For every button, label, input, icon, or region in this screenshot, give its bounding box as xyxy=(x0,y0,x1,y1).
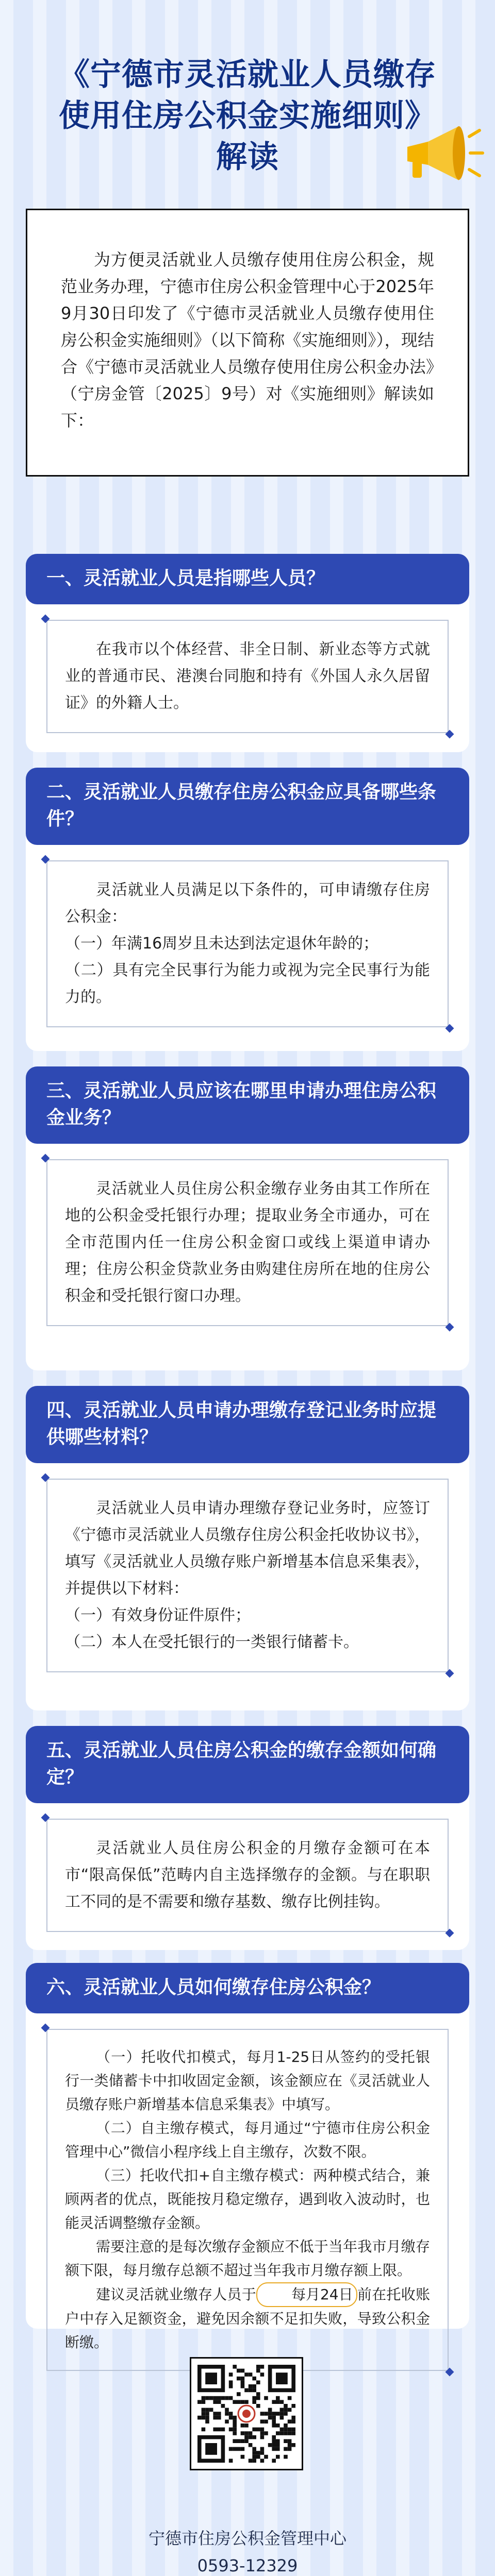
section-card-4 xyxy=(26,1386,469,1710)
section-card-1 xyxy=(26,554,469,752)
section-body-6 xyxy=(46,2029,449,2371)
qr-code-icon xyxy=(197,2365,295,2463)
section-body-2 xyxy=(46,860,449,1027)
advice-before: 建议灵活就业缴存人员于 xyxy=(96,2286,256,2303)
section-body-3 xyxy=(46,1159,449,1326)
section-heading-1: 一、灵活就业人员是指哪些人员？ xyxy=(26,554,469,604)
section-body-1 xyxy=(46,620,449,733)
intro-text: 为方便灵活就业人员缴存使用住房公积金，规范业务办理，宁德市住房公积金管理中心于2025年9月30日印发了《宁德市灵活就业人员缴存使用住房公积金实施细则》（以下简称《实施细则》），现结合《宁德市灵活就业人员缴存使用住房公积金办法》（宁房金管〔2025〕9号）对《实施细则》解读如下： xyxy=(61,250,434,430)
section-card-5 xyxy=(26,1726,469,1950)
deadline-highlight: 每月24日 xyxy=(256,2282,357,2307)
section-heading-5: 五、灵活就业人员住房公积金的缴存金额如何确定？ xyxy=(26,1726,469,1803)
footer-organization: 宁德市住房公积金管理中心 xyxy=(148,2529,346,2548)
section-card-6 xyxy=(26,1963,469,2351)
section-card-3 xyxy=(26,1066,469,1370)
section-6-mode-3: （三）托收代扣+自主缴存模式：两种模式结合，兼顾两者的优点，既能按月稳定缴存，遇到收入波动时，也能灵活调整缴存金额。 xyxy=(65,2167,430,2231)
section-heading-3: 三、灵活就业人员应该在哪里申请办理住房公积金业务？ xyxy=(26,1066,469,1144)
section-5-paragraph: 灵活就业人员住房公积金的月缴存金额可在本市“限高保低”范畴内自主选择缴存的金额。与在职职工不同的是不需要和缴存基数、缴存比例挂钩。 xyxy=(65,1839,430,1911)
section-body-5 xyxy=(46,1819,449,1932)
section-2-item-1: （一）年满16周岁且未达到法定退休年龄的； xyxy=(65,935,379,953)
megaphone-icon xyxy=(397,116,485,188)
section-4-item-1: （一）有效身份证件原件； xyxy=(65,1606,251,1624)
section-body-4 xyxy=(46,1479,449,1672)
section-heading-4: 四、灵活就业人员申请办理缴存登记业务时应提供哪些材料？ xyxy=(26,1386,469,1463)
title-line-2: 使用住房公积金实施细则》 xyxy=(59,98,436,134)
section-4-item-2: （二）本人在受托银行的一类银行储蓄卡。 xyxy=(65,1633,359,1651)
title-line-1: 《宁德市灵活就业人员缴存 xyxy=(59,57,436,93)
footer-phone: 0593-12329 xyxy=(197,2556,298,2575)
title-line-3: 解读 xyxy=(216,139,279,175)
qr-code-box xyxy=(190,2357,303,2470)
section-2-item-2: （二）具有完全民事行为能力或视为完全民事行为能力的。 xyxy=(65,961,430,1006)
intro-box xyxy=(26,209,469,477)
section-6-note: 需要注意的是每次缴存金额应不低于当年我市月缴存额下限，每月缴存总额不超过当年我市月缴存额上限。 xyxy=(65,2238,430,2279)
section-6-mode-2: （二）自主缴存模式，每月通过“宁德市住房公积金管理中心”微信小程序线上自主缴存，次数不限。 xyxy=(65,2120,430,2160)
section-2-paragraph-1: 灵活就业人员满足以下条件的，可申请缴存住房公积金： xyxy=(65,881,430,926)
section-heading-2: 二、灵活就业人员缴存住房公积金应具备哪些条件？ xyxy=(26,768,469,845)
section-6-mode-1: （一）托收代扣模式，每月1-25日从签约的受托银行一类储蓄卡中扣收固定金额，该金额应在《灵活就业人员缴存账户新增基本信息采集表》中填写。 xyxy=(65,2048,430,2113)
section-1-paragraph: 在我市以个体经营、非全日制、新业态等方式就业的普通市民、港澳台同胞和持有《外国人永久居留证》的外籍人士。 xyxy=(65,640,430,712)
section-6-advice xyxy=(65,2282,430,2354)
section-card-2 xyxy=(26,768,469,1051)
advice-after: 前在托收账户中存入足额资金，避免因余额不足扣失败，导致公积金断缴。 xyxy=(65,2286,430,2351)
section-4-paragraph-1: 灵活就业人员申请办理缴存登记业务时，应签订《宁德市灵活就业人员缴存住房公积金托收协议书》，填写《灵活就业人员缴存账户新增基本信息采集表》，并提供以下材料： xyxy=(65,1499,430,1598)
section-heading-6: 六、灵活就业人员如何缴存住房公积金？ xyxy=(26,1963,469,2013)
section-3-paragraph: 灵活就业人员住房公积金缴存业务由其工作所在地的公积金受托银行办理；提取业务全市通办，可在全市范围内任一住房公积金窗口或线上渠道申请办理；住房公积金贷款业务由购建住房所在地的住房公积金和受托银行窗口办理。 xyxy=(65,1180,430,1305)
